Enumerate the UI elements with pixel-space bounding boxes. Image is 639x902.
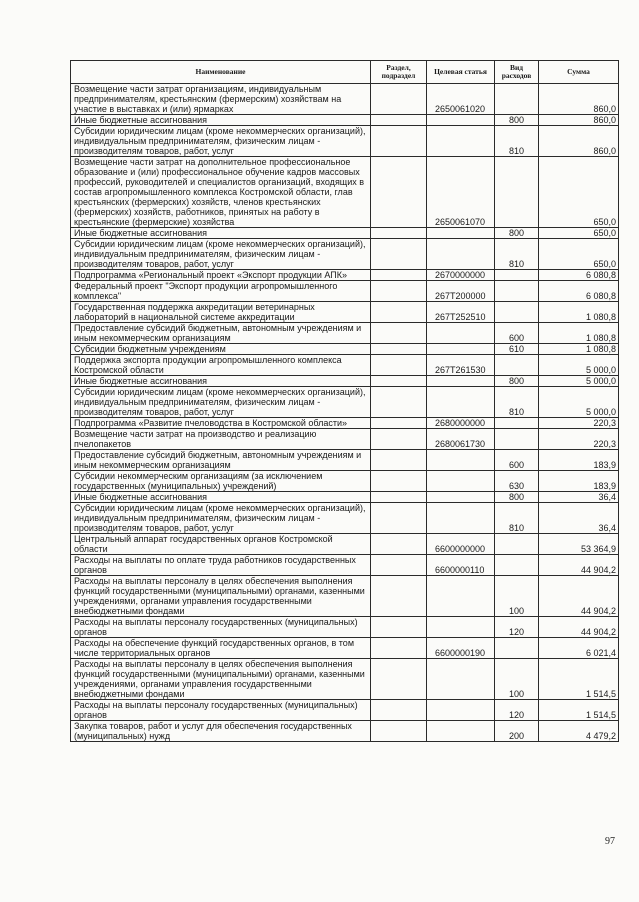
cell-name: Субсидии некоммерческим организациям (за исключением государственных (муниципальных) учреждений) — [71, 471, 371, 492]
cell-name: Субсидии бюджетным учреждениям — [71, 344, 371, 355]
cell-target: 267T261530 — [427, 355, 495, 376]
cell-type: 800 — [495, 376, 539, 387]
cell-amount: 6 080,8 — [539, 281, 619, 302]
cell-target — [427, 344, 495, 355]
cell-name: Иные бюджетные ассигнования — [71, 115, 371, 126]
cell-amount: 220,3 — [539, 418, 619, 429]
cell-name: Субсидии юридическим лицам (кроме некоммерческих организаций), индивидуальным предпринимателям, физическим лицам - производителям товаров, работ, услуг — [71, 239, 371, 270]
cell-target: 267T252510 — [427, 302, 495, 323]
cell-target: 6600000000 — [427, 534, 495, 555]
table-row — [71, 503, 619, 534]
cell-type — [495, 534, 539, 555]
cell-type: 810 — [495, 503, 539, 534]
cell-section — [371, 355, 427, 376]
cell-target — [427, 115, 495, 126]
cell-name: Расходы на выплаты персоналу в целях обеспечения выполнения функций государственными (муниципальными) органами, казенными учреждениями, органами управления государственными внебюджетными фондами — [71, 576, 371, 617]
cell-amount: 5 000,0 — [539, 376, 619, 387]
cell-target — [427, 492, 495, 503]
cell-amount: 36,4 — [539, 503, 619, 534]
cell-section — [371, 344, 427, 355]
cell-amount: 1 514,5 — [539, 659, 619, 700]
cell-amount: 860,0 — [539, 115, 619, 126]
table-row — [71, 323, 619, 344]
cell-type — [495, 281, 539, 302]
cell-target — [427, 239, 495, 270]
header-target: Целевая статья — [427, 61, 495, 84]
cell-type: 800 — [495, 492, 539, 503]
cell-type: 610 — [495, 344, 539, 355]
table-row — [71, 376, 619, 387]
table-row — [71, 355, 619, 376]
cell-name: Субсидии юридическим лицам (кроме некоммерческих организаций), индивидуальным предпринимателям, физическим лицам - производителям товаров, работ, услуг — [71, 387, 371, 418]
cell-name: Подпрограмма «Региональный проект «Экспорт продукции АПК» — [71, 270, 371, 281]
cell-type — [495, 429, 539, 450]
cell-section — [371, 450, 427, 471]
cell-section — [371, 302, 427, 323]
cell-target: 2680061730 — [427, 429, 495, 450]
cell-section — [371, 534, 427, 555]
cell-target — [427, 450, 495, 471]
cell-target — [427, 471, 495, 492]
cell-type: 810 — [495, 239, 539, 270]
header-section: Раздел, подраздел — [371, 61, 427, 84]
cell-name: Иные бюджетные ассигнования — [71, 228, 371, 239]
cell-amount: 6 080,8 — [539, 270, 619, 281]
cell-name: Поддержка экспорта продукции агропромышленного комплекса Костромской области — [71, 355, 371, 376]
table-row — [71, 387, 619, 418]
cell-target — [427, 228, 495, 239]
table-body — [71, 84, 619, 742]
table-header-row — [71, 61, 619, 84]
table-row — [71, 239, 619, 270]
table-row — [71, 471, 619, 492]
cell-amount: 5 000,0 — [539, 387, 619, 418]
page-number: 97 — [605, 836, 615, 847]
cell-amount: 44 904,2 — [539, 555, 619, 576]
cell-name: Закупка товаров, работ и услуг для обеспечения государственных (муниципальных) нужд — [71, 721, 371, 742]
cell-type — [495, 355, 539, 376]
cell-section — [371, 281, 427, 302]
cell-amount: 860,0 — [539, 126, 619, 157]
cell-target — [427, 576, 495, 617]
cell-section — [371, 492, 427, 503]
table-row — [71, 115, 619, 126]
cell-type: 800 — [495, 115, 539, 126]
cell-amount: 5 000,0 — [539, 355, 619, 376]
cell-name: Иные бюджетные ассигнования — [71, 492, 371, 503]
cell-section — [371, 576, 427, 617]
cell-amount: 53 364,9 — [539, 534, 619, 555]
table-row — [71, 617, 619, 638]
cell-section — [371, 659, 427, 700]
table-row — [71, 281, 619, 302]
cell-target: 6600000110 — [427, 555, 495, 576]
cell-name: Расходы на обеспечение функций государственных органов, в том числе территориальных органов — [71, 638, 371, 659]
cell-target: 6600000190 — [427, 638, 495, 659]
cell-target: 2670000000 — [427, 270, 495, 281]
cell-section — [371, 228, 427, 239]
cell-type: 800 — [495, 228, 539, 239]
table-row — [71, 126, 619, 157]
cell-amount: 650,0 — [539, 228, 619, 239]
cell-type — [495, 302, 539, 323]
cell-type: 810 — [495, 126, 539, 157]
table-row — [71, 576, 619, 617]
cell-type: 630 — [495, 471, 539, 492]
cell-target — [427, 126, 495, 157]
cell-section — [371, 429, 427, 450]
cell-target — [427, 721, 495, 742]
cell-amount: 650,0 — [539, 157, 619, 228]
table-row — [71, 492, 619, 503]
table-row — [71, 555, 619, 576]
cell-target — [427, 503, 495, 534]
cell-name: Расходы на выплаты персоналу в целях обеспечения выполнения функций государственными (муниципальными) органами, казенными учреждениями, органами управления государственными внебюджетными фондами — [71, 659, 371, 700]
cell-name: Расходы на выплаты персоналу государственных (муниципальных) органов — [71, 617, 371, 638]
cell-name: Центральный аппарат государственных органов Костромской области — [71, 534, 371, 555]
cell-name: Предоставление субсидий бюджетным, автономным учреждениям и иным некоммерческим организациям — [71, 450, 371, 471]
cell-name: Иные бюджетные ассигнования — [71, 376, 371, 387]
cell-name: Возмещение части затрат организациям, индивидуальным предпринимателям, крестьянским (фермерским) хозяйствам на участие в выставках и (или) ярмарках — [71, 84, 371, 115]
cell-amount: 183,9 — [539, 450, 619, 471]
cell-target — [427, 700, 495, 721]
cell-amount: 1 514,5 — [539, 700, 619, 721]
cell-section — [371, 700, 427, 721]
cell-section — [371, 471, 427, 492]
table-row — [71, 418, 619, 429]
cell-section — [371, 503, 427, 534]
cell-type: 120 — [495, 700, 539, 721]
cell-section — [371, 721, 427, 742]
cell-section — [371, 387, 427, 418]
cell-type: 600 — [495, 450, 539, 471]
cell-section — [371, 323, 427, 344]
cell-name: Государственная поддержка аккредитации ветеринарных лабораторий в национальной системе аккредитации — [71, 302, 371, 323]
cell-amount: 650,0 — [539, 239, 619, 270]
budget-table — [70, 60, 619, 742]
cell-name: Возмещение части затрат на дополнительное профессиональное образование и (или) профессиональное обучение кадров массовых профессий, руководителей и специалистов организаций, входящих в состав агропромышленного комплекса Костромской области, глав крестьянских (фермерских) хозяйств, членов крестьянских (фермерских) хозяйств, работников, принятых на работу в крестьянские (фермерские) хозяйства — [71, 157, 371, 228]
cell-amount: 6 021,4 — [539, 638, 619, 659]
cell-section — [371, 84, 427, 115]
cell-section — [371, 239, 427, 270]
cell-section — [371, 418, 427, 429]
table-row — [71, 84, 619, 115]
header-name: Наименование — [71, 61, 371, 84]
cell-type: 100 — [495, 576, 539, 617]
table-row — [71, 270, 619, 281]
cell-type — [495, 270, 539, 281]
table-row — [71, 450, 619, 471]
cell-type: 100 — [495, 659, 539, 700]
cell-name: Субсидии юридическим лицам (кроме некоммерческих организаций), индивидуальным предпринимателям, физическим лицам - производителям товаров, работ, услуг — [71, 126, 371, 157]
cell-amount: 44 904,2 — [539, 617, 619, 638]
header-type: Вид расходов — [495, 61, 539, 84]
cell-type — [495, 418, 539, 429]
table-row — [71, 638, 619, 659]
table-row — [71, 429, 619, 450]
cell-target — [427, 387, 495, 418]
table-row — [71, 659, 619, 700]
cell-name: Предоставление субсидий бюджетным, автономным учреждениям и иным некоммерческим организациям — [71, 323, 371, 344]
cell-section — [371, 270, 427, 281]
table-row — [71, 534, 619, 555]
cell-amount: 860,0 — [539, 84, 619, 115]
cell-name: Федеральный проект "Экспорт продукции агропромышленного комплекса" — [71, 281, 371, 302]
cell-section — [371, 617, 427, 638]
cell-target: 2650061020 — [427, 84, 495, 115]
cell-section — [371, 115, 427, 126]
cell-name: Расходы на выплаты по оплате труда работников государственных органов — [71, 555, 371, 576]
cell-section — [371, 555, 427, 576]
cell-name: Расходы на выплаты персоналу государственных (муниципальных) органов — [71, 700, 371, 721]
cell-section — [371, 157, 427, 228]
cell-amount: 36,4 — [539, 492, 619, 503]
cell-target — [427, 617, 495, 638]
cell-name: Субсидии юридическим лицам (кроме некоммерческих организаций), индивидуальным предпринимателям, физическим лицам - производителям товаров, работ, услуг — [71, 503, 371, 534]
table-row — [71, 344, 619, 355]
table-row — [71, 700, 619, 721]
cell-amount: 44 904,2 — [539, 576, 619, 617]
cell-target — [427, 376, 495, 387]
cell-type — [495, 157, 539, 228]
cell-name: Возмещение части затрат на производство и реализацию пчелопакетов — [71, 429, 371, 450]
cell-type: 600 — [495, 323, 539, 344]
cell-amount: 1 080,8 — [539, 323, 619, 344]
cell-amount: 1 080,8 — [539, 302, 619, 323]
cell-amount: 4 479,2 — [539, 721, 619, 742]
table-row — [71, 302, 619, 323]
header-amount: Сумма — [539, 61, 619, 84]
cell-type — [495, 638, 539, 659]
cell-target: 267T200000 — [427, 281, 495, 302]
cell-section — [371, 638, 427, 659]
table-row — [71, 228, 619, 239]
table-row — [71, 157, 619, 228]
cell-target — [427, 323, 495, 344]
cell-name: Подпрограмма «Развитие пчеловодства в Костромской области» — [71, 418, 371, 429]
cell-section — [371, 126, 427, 157]
cell-amount: 220,3 — [539, 429, 619, 450]
cell-target: 2650061070 — [427, 157, 495, 228]
cell-section — [371, 376, 427, 387]
cell-target — [427, 659, 495, 700]
cell-amount: 183,9 — [539, 471, 619, 492]
cell-type — [495, 555, 539, 576]
cell-target: 2680000000 — [427, 418, 495, 429]
cell-type: 120 — [495, 617, 539, 638]
table-row — [71, 721, 619, 742]
cell-type: 200 — [495, 721, 539, 742]
cell-amount: 1 080,8 — [539, 344, 619, 355]
cell-type: 810 — [495, 387, 539, 418]
cell-type — [495, 84, 539, 115]
